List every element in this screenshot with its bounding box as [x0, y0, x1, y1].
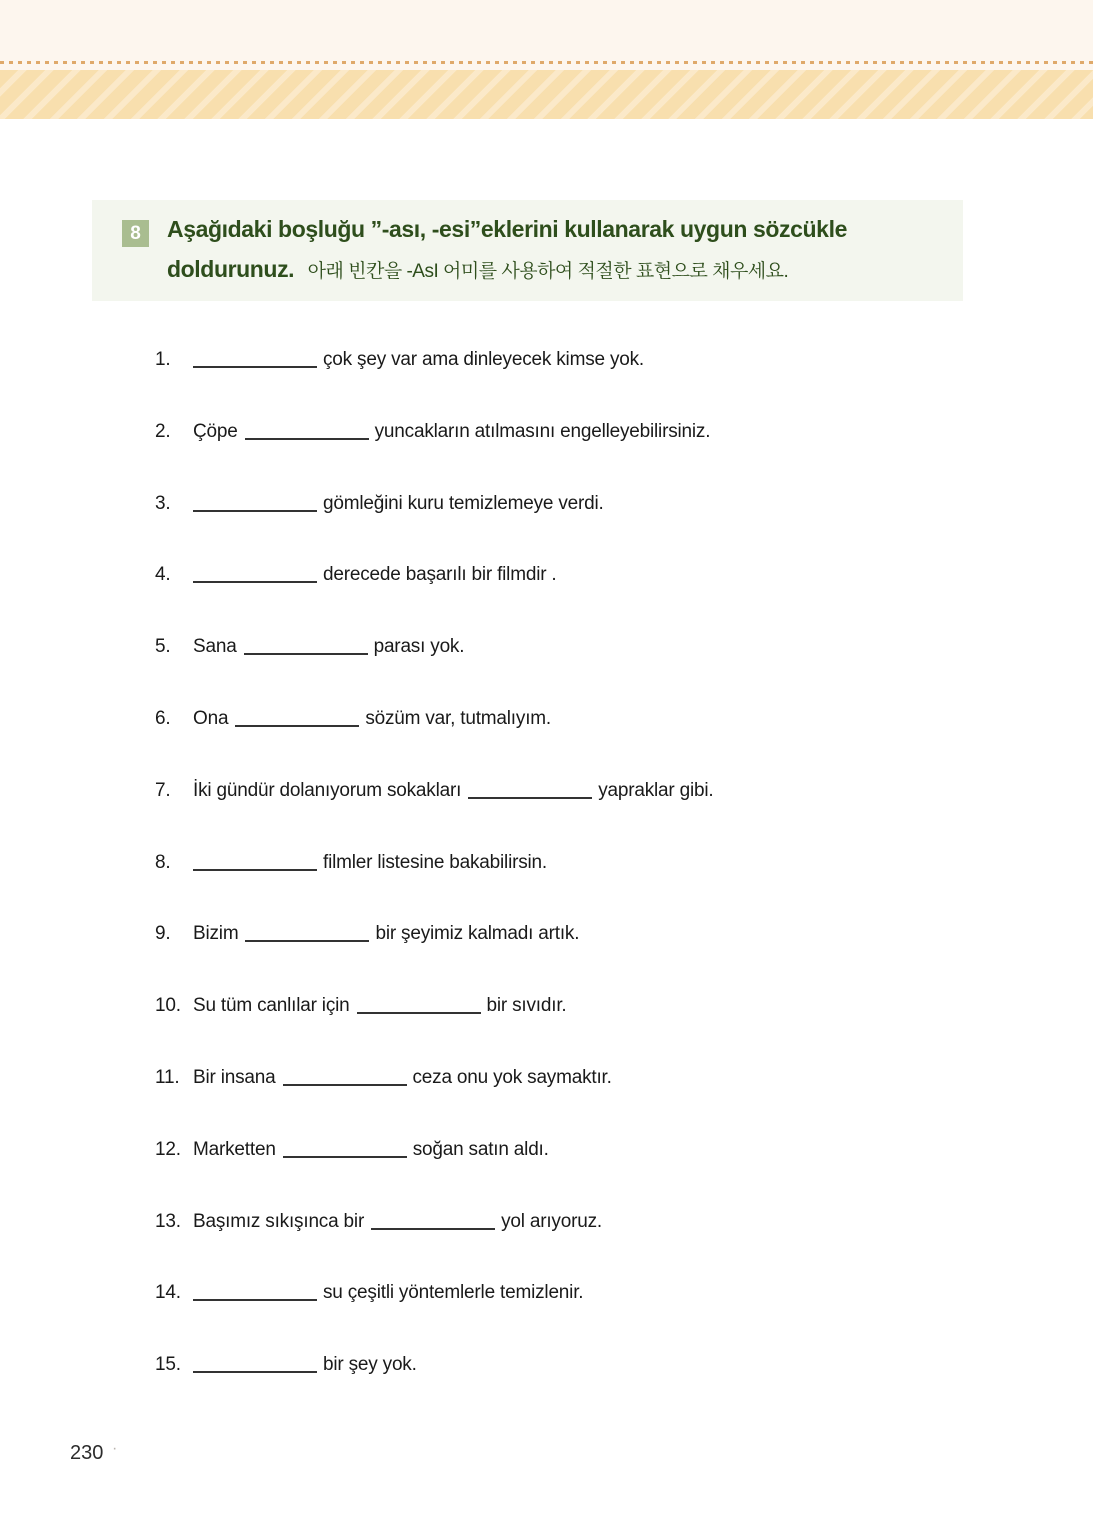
item-text-before: Bizim	[193, 923, 239, 945]
item-text-after: filmler listesine bakabilirsin.	[323, 851, 547, 873]
exercise-number-badge: 8	[122, 220, 149, 247]
item-number: 3.	[155, 492, 171, 514]
item-text-after: ceza onu yok saymaktır.	[412, 1066, 612, 1088]
item-text-before: Su tüm canlılar için	[193, 995, 350, 1017]
exercise-item	[155, 922, 975, 946]
exercise-item	[155, 707, 975, 731]
instruction-turkish: Aşağıdaki boşluğu ”-ası, -esi”eklerini kullanarak uygun sözcükle doldurunuz.	[167, 216, 847, 282]
item-text-before: Başımız sıkışınca bir	[193, 1210, 365, 1232]
item-number: 12.	[155, 1138, 181, 1160]
blank-line	[193, 567, 317, 583]
item-text-before: Bir insana	[193, 1066, 276, 1088]
striped-band	[0, 70, 1093, 119]
item-number: 2.	[155, 420, 171, 442]
item-text-before: Sana	[193, 636, 237, 658]
item-number: 4.	[155, 564, 171, 586]
item-number: 9.	[155, 923, 171, 945]
item-number: 7.	[155, 779, 171, 801]
item-text-before: Marketten	[193, 1138, 276, 1160]
top-cream-band	[0, 0, 1093, 70]
dotted-divider	[0, 61, 1093, 64]
page-number-dot: ·	[112, 1440, 118, 1457]
item-number: 14.	[155, 1282, 181, 1304]
blank-line	[371, 1214, 495, 1230]
item-number: 6.	[155, 707, 171, 729]
item-text-after: soğan satın aldı.	[412, 1138, 549, 1160]
blank-line	[283, 1142, 407, 1158]
exercise-item	[155, 1281, 975, 1305]
exercise-item	[155, 779, 975, 803]
exercise-item	[155, 348, 975, 372]
item-text-after: yapraklar gibi.	[598, 779, 714, 801]
item-text-before: İki gündür dolanıyorum sokakları	[193, 779, 462, 801]
exercise-item	[155, 492, 975, 516]
item-text-after: çok şey var ama dinleyecek kimse yok.	[323, 349, 644, 370]
item-text-after: bir şey yok.	[323, 1354, 417, 1376]
item-text-before: Ona	[193, 707, 229, 729]
item-text-after: yol arıyoruz.	[501, 1210, 602, 1232]
item-text-before: Çöpe	[193, 420, 238, 442]
item-text-after: derecede başarılı bir filmdir .	[323, 564, 557, 586]
blank-line	[193, 1357, 317, 1373]
exercise-item	[155, 994, 975, 1018]
exercise-item	[155, 1353, 975, 1377]
item-text-after: su çeşitli yöntemlerle temizlenir.	[323, 1282, 584, 1304]
item-text-after: yuncakların atılmasını engelleyebilirsiniz.	[374, 420, 711, 442]
item-number: 5.	[155, 636, 171, 658]
blank-line	[235, 711, 359, 727]
blank-line	[283, 1070, 407, 1086]
exercise-instructions	[167, 211, 955, 291]
exercise-item	[155, 635, 975, 659]
exercise-header-box	[92, 200, 963, 301]
blank-line	[244, 639, 368, 655]
blank-line	[193, 1285, 317, 1301]
item-number: 13.	[155, 1210, 181, 1232]
exercise-item	[155, 851, 975, 875]
instruction-korean: 아래 빈칸을 -AsI 어미를 사용하여 적절한 표현으로 채우세요.	[307, 261, 789, 282]
exercise-item	[155, 420, 975, 444]
exercise-item	[155, 1066, 975, 1090]
item-number: 15.	[155, 1354, 181, 1376]
exercise-list	[155, 348, 975, 1425]
blank-line	[468, 783, 592, 799]
blank-line	[193, 352, 317, 368]
exercise-item	[155, 1138, 975, 1162]
blank-line	[193, 855, 317, 871]
item-text-after: bir sıvıdır.	[486, 995, 567, 1017]
blank-line	[357, 998, 481, 1014]
exercise-item	[155, 1210, 975, 1234]
item-number: 1.	[155, 349, 171, 370]
item-text-after: bir şeyimiz kalmadı artık.	[375, 923, 580, 945]
item-text-after: gömleğini kuru temizlemeye verdi.	[323, 492, 604, 514]
item-text-after: parası yok.	[373, 636, 465, 658]
item-number: 10.	[155, 995, 181, 1017]
page-number: 230	[70, 1442, 104, 1464]
blank-line	[193, 496, 317, 512]
item-number: 8.	[155, 851, 171, 873]
blank-line	[245, 424, 369, 440]
item-text-after: sözüm var, tutmalıyım.	[365, 707, 551, 729]
blank-line	[245, 926, 369, 942]
item-number: 11.	[155, 1066, 180, 1088]
exercise-item	[155, 563, 975, 587]
